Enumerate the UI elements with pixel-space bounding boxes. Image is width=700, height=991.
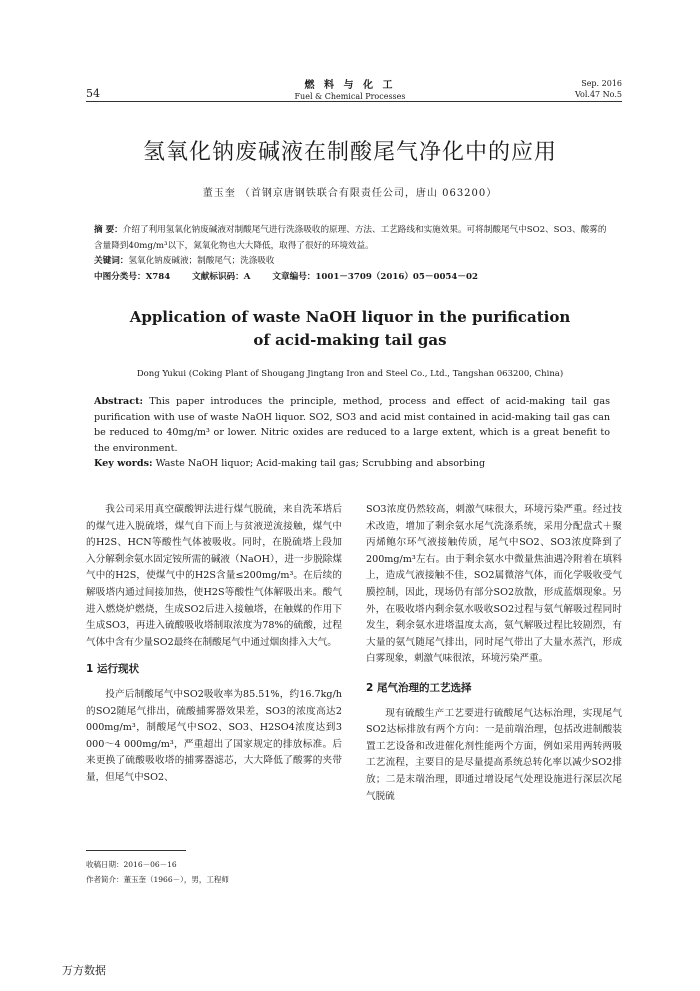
keywords-cn-text: 氢氧化钠废碱液；制酸尾气；洗涤吸收: [128, 256, 275, 266]
page-number: 54: [86, 87, 100, 100]
clc-number: 中图分类号：X784: [94, 271, 171, 282]
abstract-cn-block: [94, 223, 614, 285]
paragraph-continued: SO3浓度仍然较高，刺激气味很大，环境污染严重。经过技术改造，增加了剩余氨水尾气洗涤系统，采用分配盘式＋聚丙烯鲍尔环气液接触传质，尾气中SO2、SO3浓度降到了200mg/m³左右。由于剩余氨水中微量焦油遇冷附着在填料上，造成气液接触不佳，SO2属微溶气体，而化学吸收受气膜控制，因此，现场仍有部分SO2放散，形成蓝烟现象。另外，在吸收塔内剩余氨水吸收SO2过程与氨气解吸过程同时发生，剩余氨水进塔温度太高，氨气解吸过程比较剧烈，有大量的氨气随尾气排出，同时尾气带出了大量水蒸汽，形成白雾现象，刺激气味很浓，环境污染严重。: [366, 504, 622, 665]
abstract-cn: [94, 223, 614, 254]
abstract-en: [94, 394, 610, 456]
body-column-right: [366, 502, 622, 805]
paragraph-process-selection: 现有硫酸生产工艺要进行硫酸尾气达标治理，实现尾气SO2达标排放有两个方向：一是前端治理，包括改进制酸装置工艺设备和改进催化剂性能两个方面，例如采用两转两吸工艺流程，主要目的是尽量提高系统总转化率以减少SO2排放；二是末端治理，即通过增设尾气处理设施进行深层次尾气脱硫: [366, 707, 622, 802]
keywords-en-label: Key words:: [94, 458, 153, 469]
keywords-en: [94, 456, 610, 472]
received-date: 收稿日期：2016－06－16: [86, 860, 177, 869]
footnote-rule: [86, 850, 186, 851]
article-number: 文章编号：1001－3709（2016）05－0054－02: [272, 271, 478, 282]
body-column-left: [86, 502, 342, 787]
classification-line: [94, 270, 614, 286]
title-en: [0, 306, 700, 352]
issue-date: Sep. 2016: [581, 79, 622, 88]
title-en-line2: of acid-making tail gas: [253, 331, 447, 349]
section-heading-2: 2 尾气治理的工艺选择: [366, 681, 472, 694]
section-heading-1: 1 运行现状: [86, 663, 139, 676]
issue-volume: Vol.47 No.5: [575, 90, 622, 99]
abstract-cn-label: 摘 要：: [94, 225, 123, 235]
keywords-cn: [94, 254, 614, 270]
author-bio: 作者简介：董玉奎（1966－），男，工程师: [86, 875, 229, 884]
issue-info: [575, 78, 622, 100]
abstract-en-block: [94, 394, 610, 472]
abstract-cn-text: 介绍了利用氢氧化钠废碱液对制酸尾气进行洗涤吸收的原理、方法、工艺路线和实施效果。可将制酸尾气中SO2、SO3、酸雾的含量降到40mg/m³以下，氮氧化物也大大降低，取得了很好的环境效益。: [94, 225, 607, 251]
journal-name-en: Fuel & Chemical Processes: [294, 92, 406, 101]
header-rule: [86, 101, 622, 102]
paragraph-intro: 我公司采用真空碳酸钾法进行煤气脱硫，来自洗苯塔后的煤气进入脱硫塔，煤气自下而上与贫液逆流接触，煤气中的H2S、HCN等酸性气体被吸收。同时，在脱硫塔上段加入分解剩余氨水固定铵所需的碱液（NaOH），进一步脱除煤气中的H2S，使煤气中的H2S含量≤200mg/m³。在后续的解吸塔内通过间接加热，使H2S等酸性气体解吸出来。酸气进入燃烧炉燃烧，生成SO2后进入接触塔，在触媒的作用下生成SO3，再进入硫酸吸收塔制取浓度为78%的硫酸，过程气体中含有少量SO2最终在制酸尾气中通过烟囱排入大气。: [86, 504, 342, 648]
keywords-en-text: Waste NaOH liquor; Acid-making tail gas; Scrubbing and absorbing: [152, 458, 486, 469]
abstract-en-text: This paper introduces the principle, method, process and effect of acid-making tail gas purification with use of waste NaOH liquor. SO2, SO3 and acid mist contained in acid-making tail gas can be reduced to 40mg/m³ or lower. Nitric oxides are reduced to a large extent, which is a great benefit to the environment.: [94, 396, 610, 454]
abstract-en-label: Abstract:: [94, 396, 144, 407]
keywords-cn-label: 关键词：: [94, 256, 129, 266]
authors-cn: 董玉奎 （首钢京唐钢铁联合有限责任公司，唐山 063200）: [202, 188, 498, 199]
title-cn: 氢氧化钠废碱液在制酸尾气净化中的应用: [142, 140, 557, 165]
footnote: [86, 857, 342, 887]
authors-en: Dong Yukui (Coking Plant of Shougang Jingtang Iron and Steel Co., Ltd., Tangshan 063200, China): [136, 369, 564, 379]
journal-name-cn: 燃 料 与 化 工: [304, 80, 396, 91]
paragraph-operation-status: 投产后制酸尾气中SO2吸收率为85.51%，约16.7kg/h的SO2随尾气排出，硫酸捕雾器效果差，SO3的浓度高达2 000mg/m³，制酸尾气中SO2、SO3、H2SO4浓度达到3 000～4 000mg/m³，严重超出了国家规定的排放标准。后来更换了硫酸吸收塔的捕雾器滤芯，大大降低了酸雾的夹带量，但尾气中SO2、: [86, 688, 342, 783]
document-code: 文献标识码：A: [192, 271, 251, 282]
title-en-line1: Application of waste NaOH liquor in the purification: [129, 308, 571, 326]
footer-source: 万方数据: [62, 964, 106, 977]
